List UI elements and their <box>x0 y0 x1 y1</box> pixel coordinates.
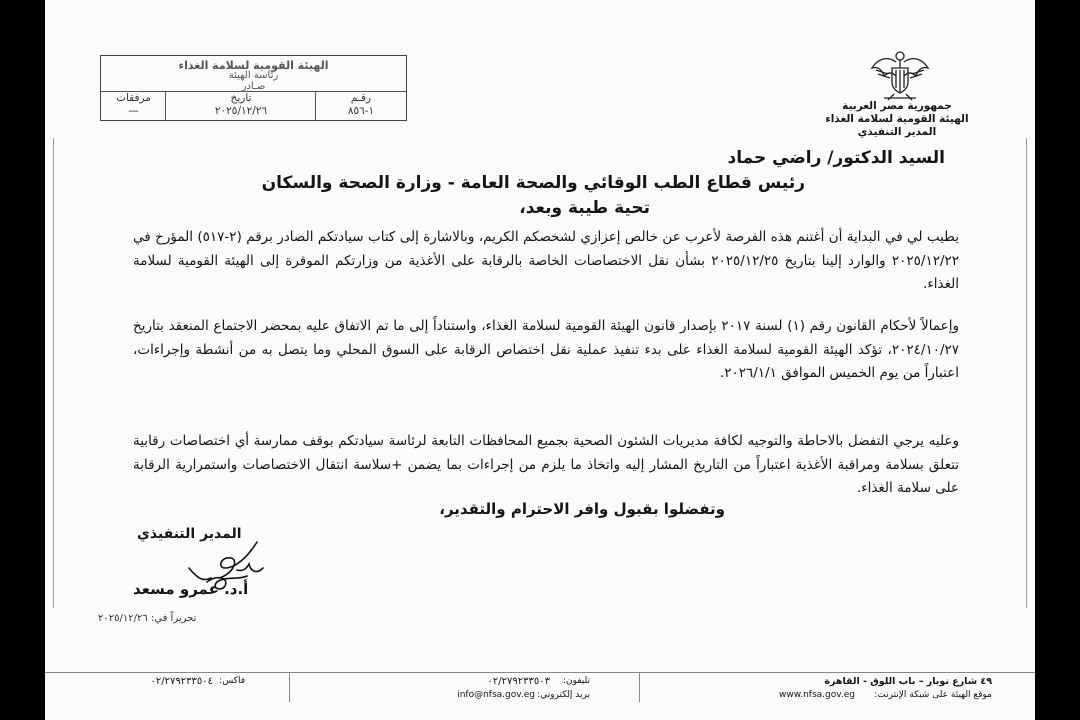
footer-phone: ٠٢/٢٧٩٢٣٣٥٠٣ <box>487 676 550 687</box>
footer-website-label: موقع الهيئة على شبكة الإنترنت: <box>874 690 992 700</box>
stamp-date-cell <box>165 92 316 121</box>
footer-separator <box>639 672 640 702</box>
footer-website-link[interactable]: www.nfsa.gov.eg <box>778 690 855 700</box>
footer-separator <box>289 672 290 702</box>
stamp-number-value: ١-٨٥٦ <box>347 105 375 117</box>
footer-fax: ٠٢/٢٧٩٢٣٣٥٠٤ <box>150 676 213 687</box>
outgoing-stamp <box>100 55 407 121</box>
stamp-type: صـادر <box>241 81 266 92</box>
signatory-name: أ.د. عمرو مسعد <box>133 580 249 598</box>
paragraph-3: وعليه يرجي التفضل بالاحاطة والتوجيه لكافة مديريات الشئون الصحية بجميع المحافظات التابعة لرئاسة سيادتكم بوقف ممارسة أي اختصاصات رقابية تتعلق بسلامة ومراقبة الأغذية اعتباراً من التاريخ المشار إليه واتخاذ ما يلزم من إجراءات بما يضمن +سلاسة انتقال الاختصاصات واستمرارية الرقابة على سلامة الغذاء. <box>133 433 959 496</box>
paragraph-2: وإعمالاً لأحكام القانون رقم (١) لسنة ٢٠١٧ بإصدار قانون الهيئة القومية لسلامة الغذاء، واستناداً إلى ما تم الاتفاق عليه بمحضر الاجتماع المنعقد بتاريخ ٢٠٢٤/١٠/٢٧، تؤكد الهيئة القومية لسلامة الغذاء على بدء تنفيذ عملية نقل اختصاص الرقابة على السوق المحلي وما يتصل به من أنشطة وإجراءات، اعتباراً من يوم الخميس الموافق ٢٠٢٦/١/١. <box>133 318 959 381</box>
greeting: تحية طيبة وبعد، <box>519 198 650 218</box>
footer-address: ٤٩ شارع نوبار – باب اللوق - القاهرة <box>824 676 992 687</box>
letter-page <box>45 0 1035 720</box>
recipient-role: رئيس قطاع الطب الوقائي والصحة العامة - وزارة الصحة والسكان <box>261 173 805 193</box>
office-name: المدير التنفيذي <box>857 126 937 138</box>
letterhead <box>797 100 997 139</box>
stamp-row <box>101 91 406 121</box>
stamp-attachments-cell <box>101 92 166 121</box>
footer-phone-label: تليفون: <box>562 676 590 686</box>
frame-line-left <box>53 138 54 608</box>
written-on-date: تحريراً في: ٢٠٢٥/١٢/٢٦ <box>98 613 197 624</box>
footer-fax-label: فاكس: <box>219 676 245 686</box>
footer-email-link[interactable]: info@nfsa.gov.eg <box>457 690 535 700</box>
eagle-emblem-icon <box>870 46 930 102</box>
footer-divider <box>45 672 1035 673</box>
stamp-authority: الهيئة القومية لسلامة الغذاء <box>178 59 329 72</box>
closing-line: وتفضلوا بقبول وافر الاحترام والتقدير، <box>439 500 725 518</box>
footer-email-label: بريد إلكتروني: <box>537 690 590 700</box>
authority-name: الهيئة القومية لسلامة الغذاء <box>825 113 969 125</box>
recipient-name: السيد الدكتور/ راضي حماد <box>727 148 945 168</box>
frame-line-right <box>1026 138 1027 608</box>
stamp-office: رئاسة الهيئة <box>228 70 279 81</box>
stamp-number-label: رقـم <box>350 92 372 104</box>
stamp-attachments-label: مرفقات <box>116 92 151 104</box>
stamp-attachments-value: — <box>128 105 139 117</box>
stamp-date-value: ٢٠٢٥/١٢/٢٦ <box>214 105 268 117</box>
stamp-number-cell <box>315 92 406 121</box>
paragraph-1: يطيب لي في البداية أن أغتنم هذه الفرصة لأعرب عن خالص إعزازي لشخصكم الكريم، وبالاشارة إلى كتاب سيادتكم الصادر برقم (٢-٥١٧) المؤرخ في ٢٠٢٥/١٢/٢٢ والوارد إلينا بتاريخ ٢٠٢٥/١٢/٢٥ بشأن نقل الاختصاصات الخاصة بالرقابة على الأغذية من وزارتكم الموقرة إلى الهيئة القومية لسلامة الغذاء. <box>133 229 959 292</box>
republic-name: جمهورية مصر العربية <box>842 100 952 112</box>
stamp-date-label: تاريخ <box>230 92 252 104</box>
signatory-title: المدير التنفيذي <box>137 526 242 542</box>
